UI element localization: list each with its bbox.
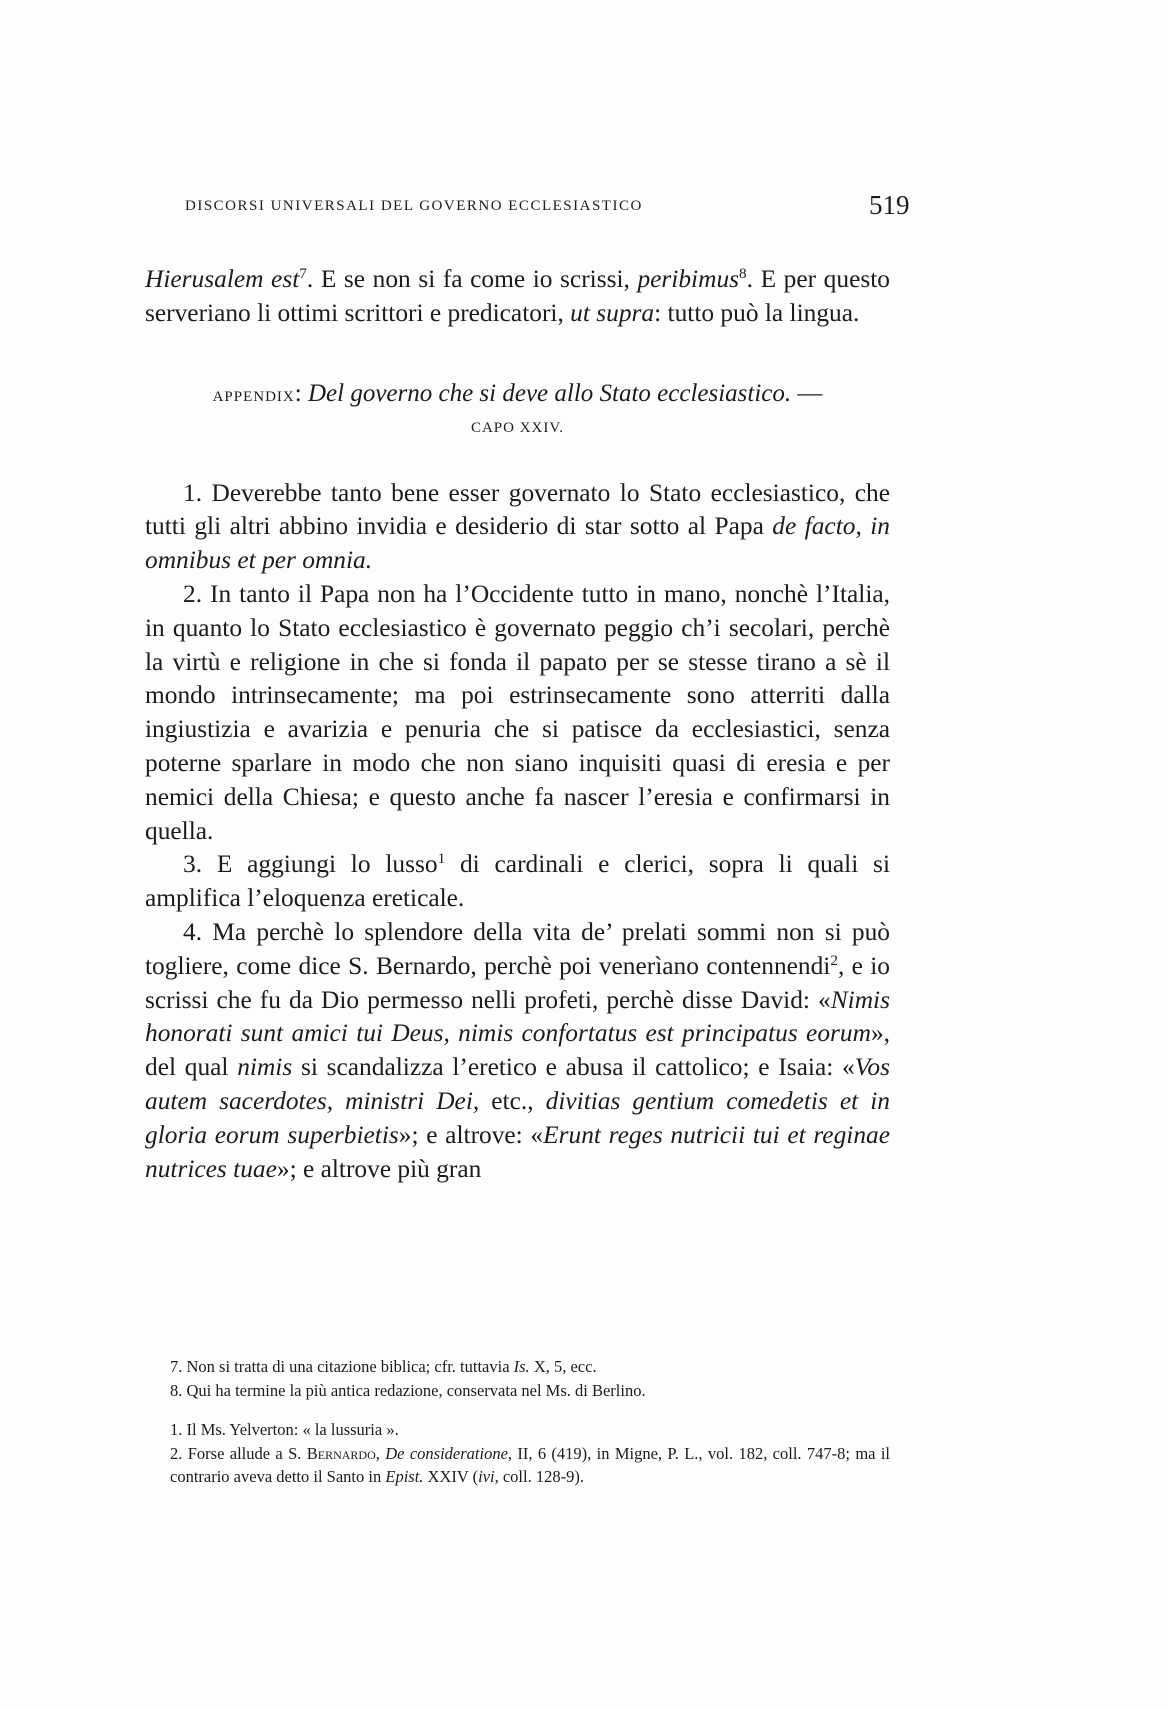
text-span: Vos autem sacerdotes, ministri Dei, [145, 1053, 890, 1115]
footnote-ref: 7 [299, 264, 307, 282]
paragraph-2 [145, 578, 890, 848]
text-span: Bernardo [306, 1443, 376, 1463]
text-span: Hierusalem est [145, 265, 300, 293]
text-span: etc., [479, 1086, 546, 1115]
page-number: 519 [869, 190, 910, 220]
footnote-ref: 8 [739, 264, 747, 282]
appendix-dash: — [791, 379, 823, 407]
text-span: ivi [478, 1467, 495, 1486]
spacer [170, 1402, 890, 1418]
text-span: nimis [237, 1053, 293, 1082]
text-span: 8. Qui ha termine la più antica redazione, conservata nel Ms. di Berlino. [170, 1380, 646, 1400]
text-span: di cardinali e clerici, sopra li quali si amplifica l’eloquenza ereticale. [145, 850, 890, 913]
text-span: 2. Forse allude a S. [170, 1443, 307, 1463]
appendix-label: APPENDIX [212, 388, 295, 405]
text-span: »; e altrove: « [398, 1120, 544, 1149]
spacer [145, 442, 890, 477]
text-span: Epist. [385, 1467, 424, 1486]
appendix-colon: : [294, 379, 308, 407]
text-span: XXIV ( [423, 1467, 479, 1486]
text-span: : tutto può la lingua. [654, 298, 860, 327]
text-span: , II, 6 (419), in Migne, P. L., vol. 182, coll. 747-8; ma il contrario aveva detto il Santo in [170, 1443, 890, 1486]
text-span: ut supra [570, 298, 655, 327]
running-head: DISCORSI UNIVERSALI DEL GOVERNO ECCLESIASTICO [185, 198, 643, 214]
text-span: de facto, in omnibus et per omnia. [145, 512, 890, 575]
text-span: Nimis honorati sunt amici tui Deus, nimis confortatus est principatus eorum [145, 985, 890, 1048]
text-span: 4. Ma perchè lo splendore della vita de’ prelati sommi non si può togliere, come dice S. Bernardo, perchè poi venerìano contennendi [145, 917, 890, 980]
text-span: si scandalizza l’eretico e abusa il cattolico; e Isaia: « [292, 1053, 855, 1082]
section-heading [145, 377, 890, 414]
paragraph-4 [145, 916, 890, 1186]
text-span: », del qual [145, 1019, 890, 1082]
text-span: 3. E aggiungi lo lusso [183, 850, 438, 879]
text-span: 1. Deverebbe tanto bene esser governato lo Stato ecclesiastico, che tutti gli altri abbino invidia e desiderio di star sotto al Papa [145, 478, 890, 541]
text-span: Is. [513, 1357, 530, 1376]
text-span: 2. In tanto il Papa non ha l’Occidente tutto in mano, nonchè l’Italia, in quanto lo Stato ecclesiastico è governato peggio ch’i secolari, perchè la virtù e religione in che si fonda il papato per se stesse tirano a sè il mondo intrinsecamente; ma poi estrinsecamente sono atterriti dalla ingiustizia e avarizia e penuria che si patisce da ecclesiastici, senza poterne sparlare in modo che non siano inquisiti quasi di eresia e per nemici della Chiesa; e questo anche fa nascer l’eresia e confirmarsi in quella. [145, 579, 890, 845]
footnote-8 [170, 1379, 890, 1403]
footnote-1 [170, 1418, 890, 1442]
text-span: , coll. 128-9). [494, 1467, 584, 1486]
text-span: X, 5, ecc. [529, 1357, 597, 1376]
text-span: peribimus [637, 265, 740, 293]
body-text [145, 263, 890, 1186]
text-span: , e io scrissi che fu da Dio permesso nelli profeti, perchè disse David: « [145, 951, 891, 1014]
chapter-number: CAPO XXIV. [470, 419, 565, 436]
text-span: 1. Il Ms. Yelverton: « la lussuria ». [170, 1420, 399, 1439]
text-span: . E per questo serveriano li ottimi scrittori e predicatori, [145, 265, 890, 327]
text-span: De consideratione [385, 1443, 508, 1463]
text-span: 7. Non si tratta di una citazione biblica; cfr. tuttavia [170, 1357, 514, 1376]
text-span: , [375, 1443, 386, 1463]
paragraph-1 [145, 477, 890, 578]
footnote-7 [170, 1355, 890, 1379]
text-span: Erunt reges nutricii tui et reginae nutrices tuae [145, 1120, 890, 1183]
text-span: divitias gentium comedetis et in gloria eorum superbietis [145, 1086, 890, 1149]
text-span: . E se non si fa come io scrissi, [306, 265, 638, 293]
text-span: »; e altrove più gran [276, 1154, 482, 1183]
footnote-ref: 2 [830, 951, 838, 969]
footnote-2 [170, 1442, 890, 1489]
opening-paragraph [145, 263, 890, 331]
footnotes [170, 1355, 890, 1489]
appendix-title: Del governo che si deve allo Stato ecclesiastico. [307, 379, 792, 407]
paragraph-3 [145, 848, 890, 916]
footnote-ref: 1 [437, 850, 446, 868]
